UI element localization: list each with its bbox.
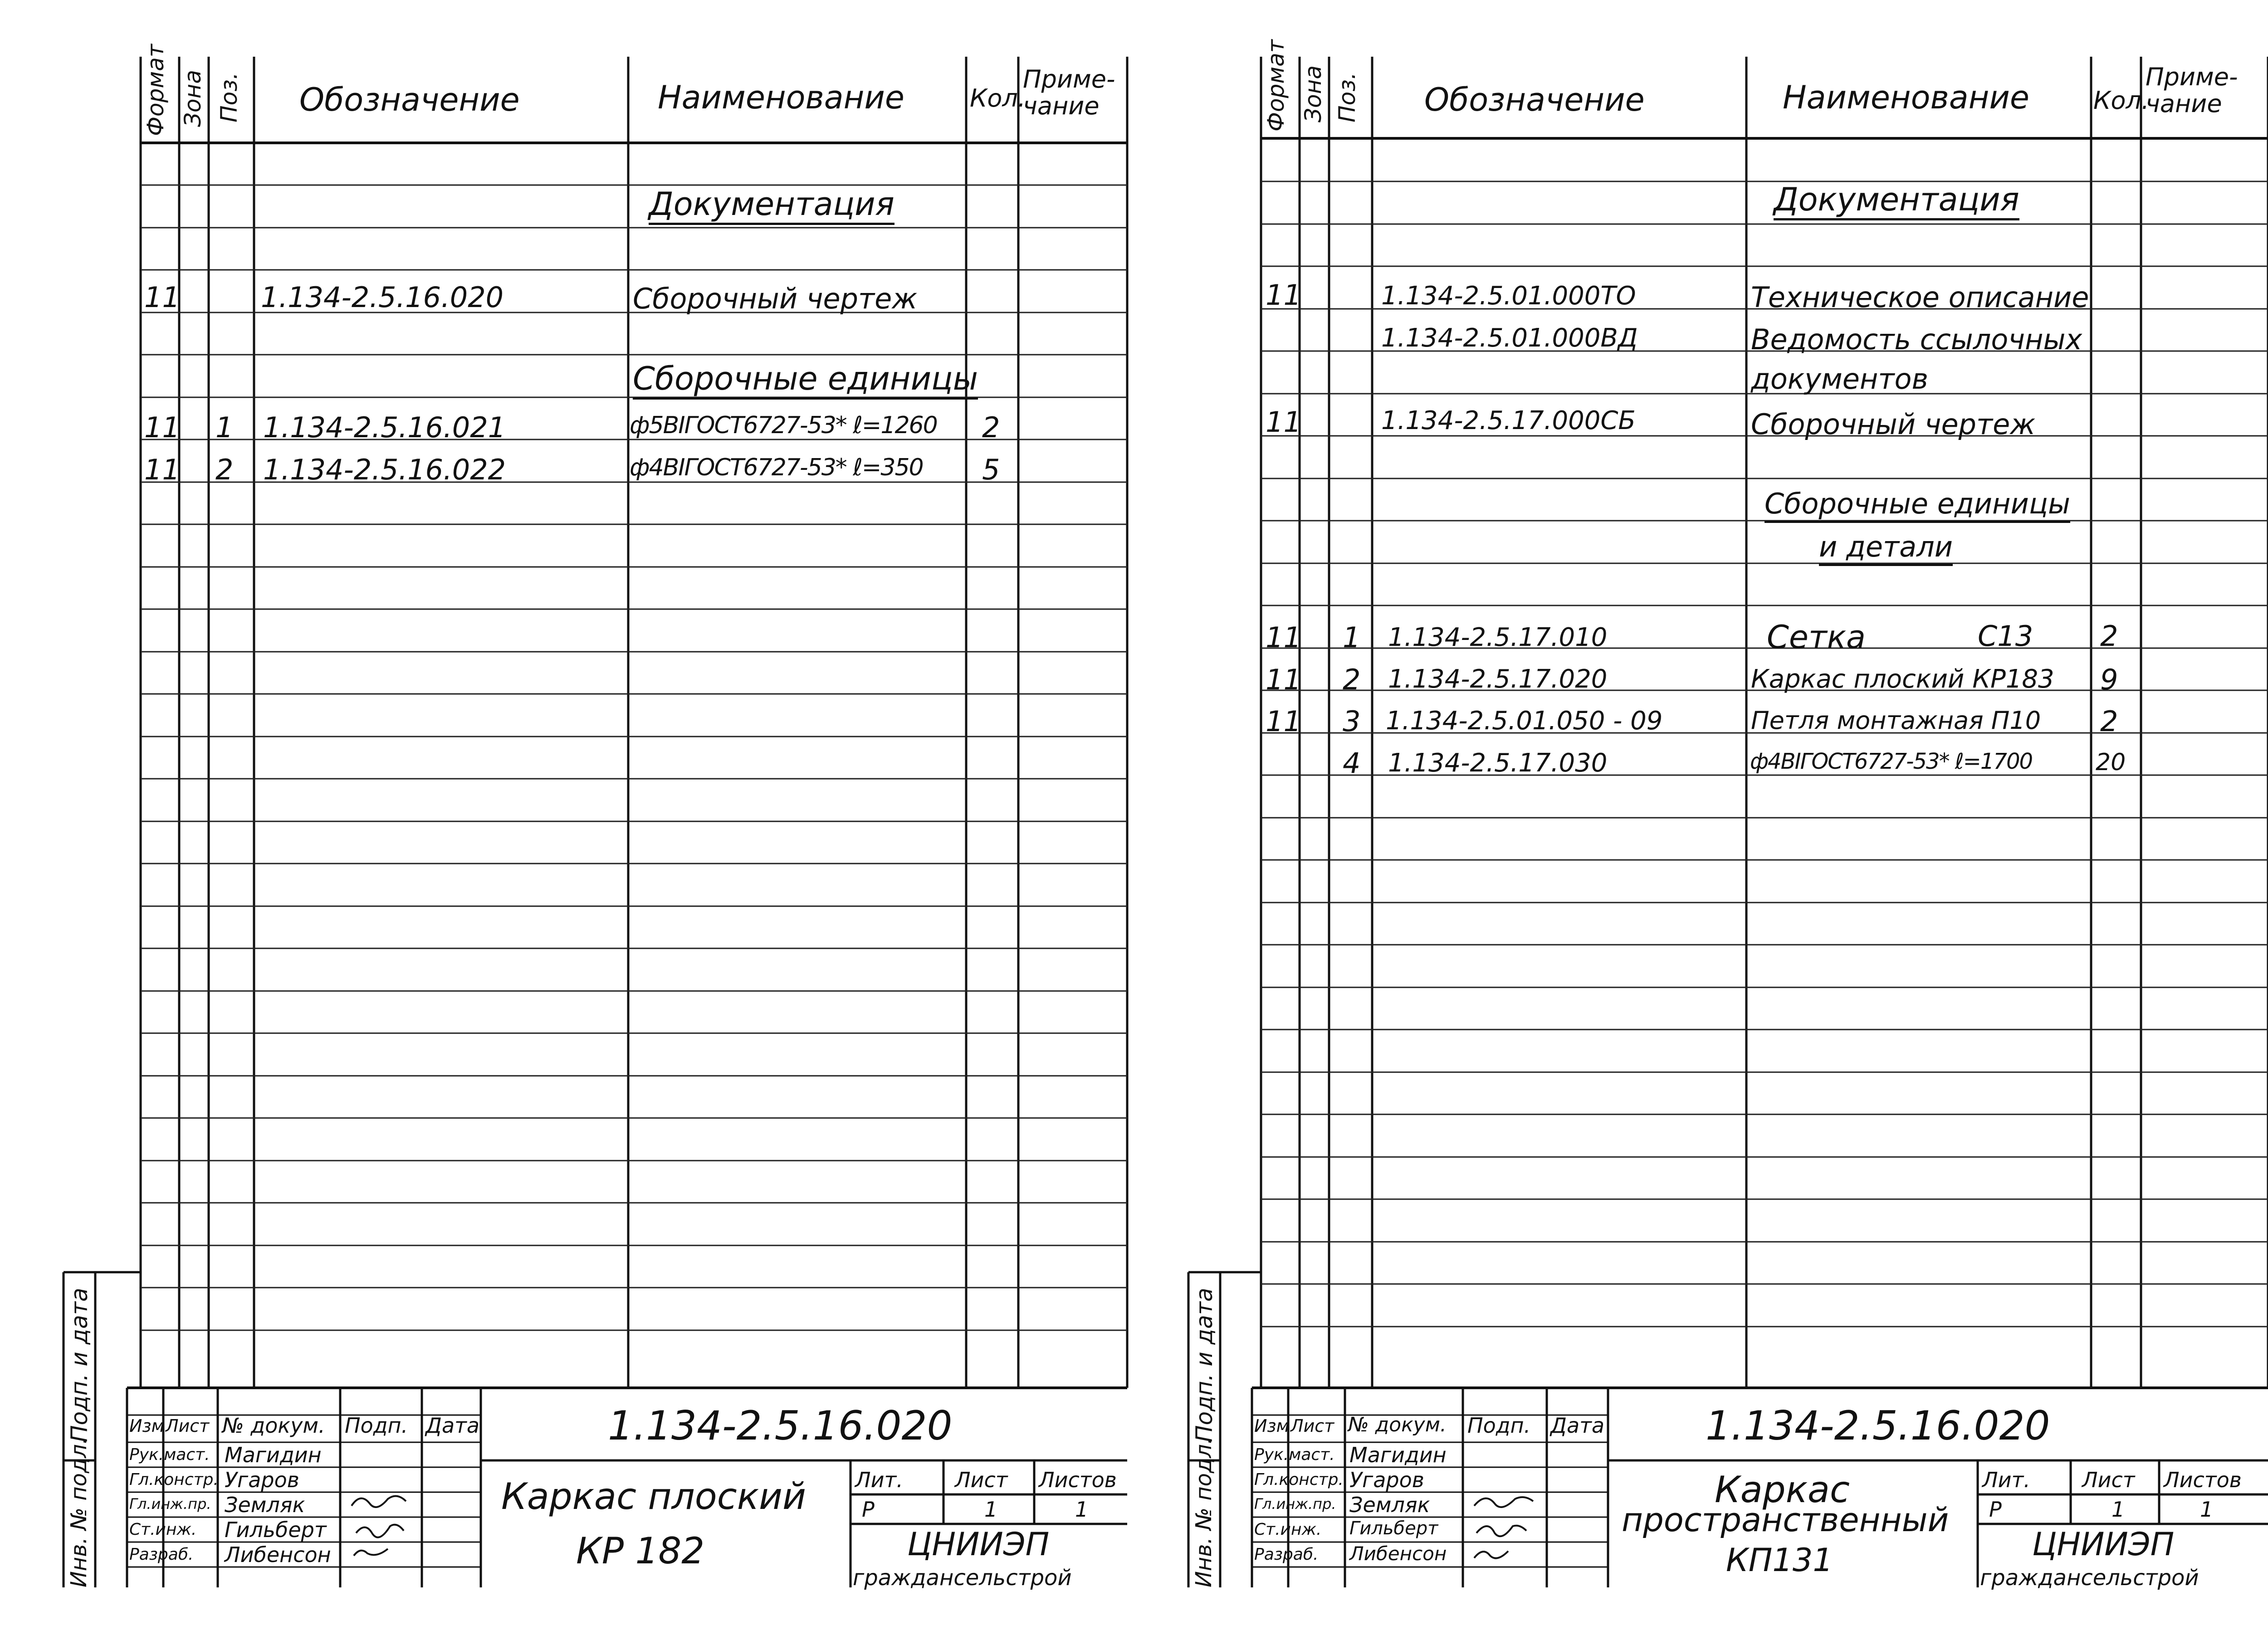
stamp-sheet-value: 1 — [984, 1497, 998, 1522]
stamp-col-document: № докум. — [222, 1413, 325, 1438]
row-position: 1 — [215, 411, 234, 444]
stamp-title-line2: пространственный — [1622, 1501, 1949, 1539]
stamp-col-change: Изм — [129, 1416, 165, 1436]
stamp-role: Разраб. — [1254, 1545, 1319, 1564]
stamp-lit-value: Р — [1989, 1497, 2002, 1522]
row-name-mark: С13 — [1978, 620, 2033, 653]
row-quantity: 2 — [2100, 620, 2118, 653]
stamp-title-line2: КР 182 — [576, 1530, 705, 1572]
header-zone: Зона — [180, 70, 206, 127]
doc-format: 11 — [1266, 405, 1301, 439]
row-name: Петля монтажная П10 — [1751, 706, 2041, 735]
header-quantity: Кол. — [970, 84, 1026, 112]
stamp-person: Магидин — [1349, 1443, 1447, 1467]
stamp-person: Угаров — [1349, 1468, 1424, 1492]
header-designation: Обозначение — [1424, 81, 1645, 118]
doc-designation: 1.134-2.5.17.000СБ — [1381, 406, 1636, 435]
section-documentation: Документация — [1774, 184, 2019, 220]
header-name: Наименование — [1783, 79, 2029, 116]
row-designation: 1.134-2.5.16.022 — [263, 453, 506, 486]
section-assembly-units: Сборочные единицы — [633, 363, 978, 400]
row-format: 11 — [1266, 705, 1301, 738]
stamp-role: Ст.инж. — [1254, 1520, 1322, 1539]
stamp-col-document: № докум. — [1348, 1413, 1447, 1436]
doc-name: Ведомость ссылочных — [1751, 323, 2082, 356]
row-format: 11 — [144, 281, 180, 314]
stamp-col-signature: Подп. — [1467, 1413, 1531, 1438]
row-position: 4 — [1343, 747, 1361, 780]
row-format: 11 — [144, 411, 180, 444]
stamp-sheets-label: Листов — [1039, 1468, 1117, 1492]
stamp-sheets-value: 1 — [2200, 1497, 2214, 1522]
row-quantity: 9 — [2100, 663, 2118, 696]
stamp-role: Гл.инж.пр. — [1254, 1495, 1336, 1513]
row-name: ф4ВIГОСТ6727-53* ℓ=350 — [630, 454, 923, 481]
row-designation: 1.134-2.5.16.021 — [263, 411, 506, 444]
doc-name: документов — [1751, 362, 1928, 395]
header-position: Поз. — [1334, 72, 1360, 122]
stamp-role: Ст.инж. — [129, 1520, 197, 1539]
section-documentation: Документация — [649, 188, 894, 225]
row-designation: 1.134-2.5.16.020 — [261, 281, 504, 314]
side-label-sign-date: Подп. и дата — [1191, 1288, 1217, 1442]
stamp-person: Либенсон — [225, 1542, 331, 1567]
row-designation: 1.134-2.5.01.050 - 09 — [1386, 706, 1663, 736]
row-name: Сборочный чертеж — [633, 282, 918, 315]
row-format: 11 — [1266, 621, 1301, 654]
doc-format: 11 — [1266, 278, 1301, 312]
row-name: Каркас плоский КР183 — [1751, 664, 2054, 694]
row-name: ф5ВIГОСТ6727-53* ℓ=1260 — [630, 412, 937, 439]
handwritten-signatures — [1465, 1442, 1547, 1569]
section-parts: и детали — [1819, 533, 1953, 566]
header-note: Приме-чание — [2146, 63, 2238, 118]
stamp-role: Рук.маст. — [1254, 1445, 1335, 1464]
row-designation: 1.134-2.5.17.020 — [1388, 664, 1608, 694]
stamp-lit-label: Лит. — [855, 1468, 903, 1492]
stamp-role: Гл.констр. — [1254, 1470, 1344, 1489]
stamp-title-line1: Каркас плоский — [501, 1475, 807, 1518]
stamp-person: Либенсон — [1349, 1542, 1447, 1565]
header-format: Формат — [1263, 39, 1289, 132]
stamp-document-code: 1.134-2.5.16.020 — [608, 1402, 953, 1449]
header-quantity: Кол. — [2093, 86, 2150, 115]
stamp-col-sheet: Лист — [166, 1416, 210, 1436]
row-quantity: 20 — [2096, 749, 2126, 776]
header-position: Поз. — [216, 72, 242, 122]
stamp-organization-line2: граждансельстрой — [1980, 1565, 2199, 1591]
stamp-sheets-value: 1 — [1075, 1497, 1089, 1522]
stamp-person: Гильберт — [1349, 1518, 1438, 1539]
right-specification-sheet — [1143, 0, 2268, 1645]
row-position: 2 — [215, 453, 234, 486]
row-position: 2 — [1343, 663, 1361, 696]
stamp-col-date: Дата — [425, 1413, 480, 1438]
stamp-role: Рук.маст. — [129, 1445, 210, 1464]
stamp-document-code: 1.134-2.5.16.020 — [1706, 1402, 2050, 1449]
stamp-lit-value: Р — [862, 1497, 875, 1522]
stamp-role: Разраб. — [129, 1545, 194, 1564]
stamp-organization-line2: граждансельстрой — [853, 1565, 1072, 1591]
row-position: 1 — [1343, 621, 1361, 654]
stamp-sheets-label: Листов — [2164, 1468, 2242, 1492]
section-assembly-units: Сборочные единицы — [1765, 490, 2070, 523]
doc-designation: 1.134-2.5.01.000ТО — [1381, 281, 1636, 311]
stamp-person: Земляк — [225, 1493, 305, 1517]
header-note: Приме-чание — [1023, 65, 1115, 121]
side-label-inventory-number: Инв. № подл. — [1191, 1437, 1217, 1587]
row-position: 3 — [1343, 705, 1361, 738]
row-name: Сетка — [1767, 619, 1866, 656]
side-label-inventory-number: Инв. № подл. — [66, 1437, 92, 1587]
stamp-col-signature: Подп. — [345, 1413, 408, 1438]
side-label-sign-date: Подп. и дата — [66, 1288, 93, 1442]
header-format: Формат — [142, 44, 169, 136]
doc-name: Сборочный чертеж — [1751, 408, 2036, 441]
stamp-sheet-label: Лист — [955, 1468, 1008, 1492]
handwritten-signatures — [342, 1442, 424, 1569]
row-designation: 1.134-2.5.17.010 — [1388, 623, 1608, 652]
stamp-person: Магидин — [225, 1443, 322, 1467]
doc-name: Техническое описание — [1751, 281, 2089, 314]
stamp-person: Угаров — [225, 1468, 299, 1492]
header-name: Наименование — [658, 79, 904, 116]
stamp-col-date: Дата — [1550, 1413, 1605, 1438]
stamp-organization: ЦНИИЭП — [2032, 1526, 2175, 1563]
stamp-sheet-value: 1 — [2112, 1497, 2125, 1522]
row-quantity: 5 — [982, 453, 1000, 486]
row-format: 11 — [144, 453, 180, 486]
stamp-role: Гл.инж.пр. — [129, 1495, 211, 1513]
right-grid-lines — [1143, 0, 2268, 1645]
stamp-lit-label: Лит. — [1982, 1468, 2030, 1492]
row-format: 11 — [1266, 663, 1301, 696]
stamp-organization: ЦНИИЭП — [907, 1526, 1050, 1563]
stamp-title-line3: КП131 — [1726, 1542, 1833, 1579]
stamp-person: Земляк — [1349, 1493, 1430, 1517]
row-quantity: 2 — [2100, 705, 2118, 738]
doc-designation: 1.134-2.5.01.000ВД — [1381, 323, 1638, 353]
stamp-title-line1: Каркас — [1715, 1469, 1850, 1511]
stamp-sheet-label: Лист — [2082, 1468, 2135, 1492]
row-name: ф4ВIГОСТ6727-53* ℓ=1700 — [1750, 749, 2033, 774]
stamp-col-change: Изм — [1254, 1416, 1290, 1436]
header-designation: Обозначение — [299, 81, 520, 118]
stamp-person: Гильберт — [225, 1518, 327, 1542]
stamp-col-sheet: Лист — [1290, 1416, 1334, 1436]
header-zone: Зона — [1300, 65, 1326, 122]
row-designation: 1.134-2.5.17.030 — [1388, 748, 1608, 778]
stamp-role: Гл.констр. — [129, 1470, 219, 1489]
row-quantity: 2 — [982, 411, 1000, 444]
